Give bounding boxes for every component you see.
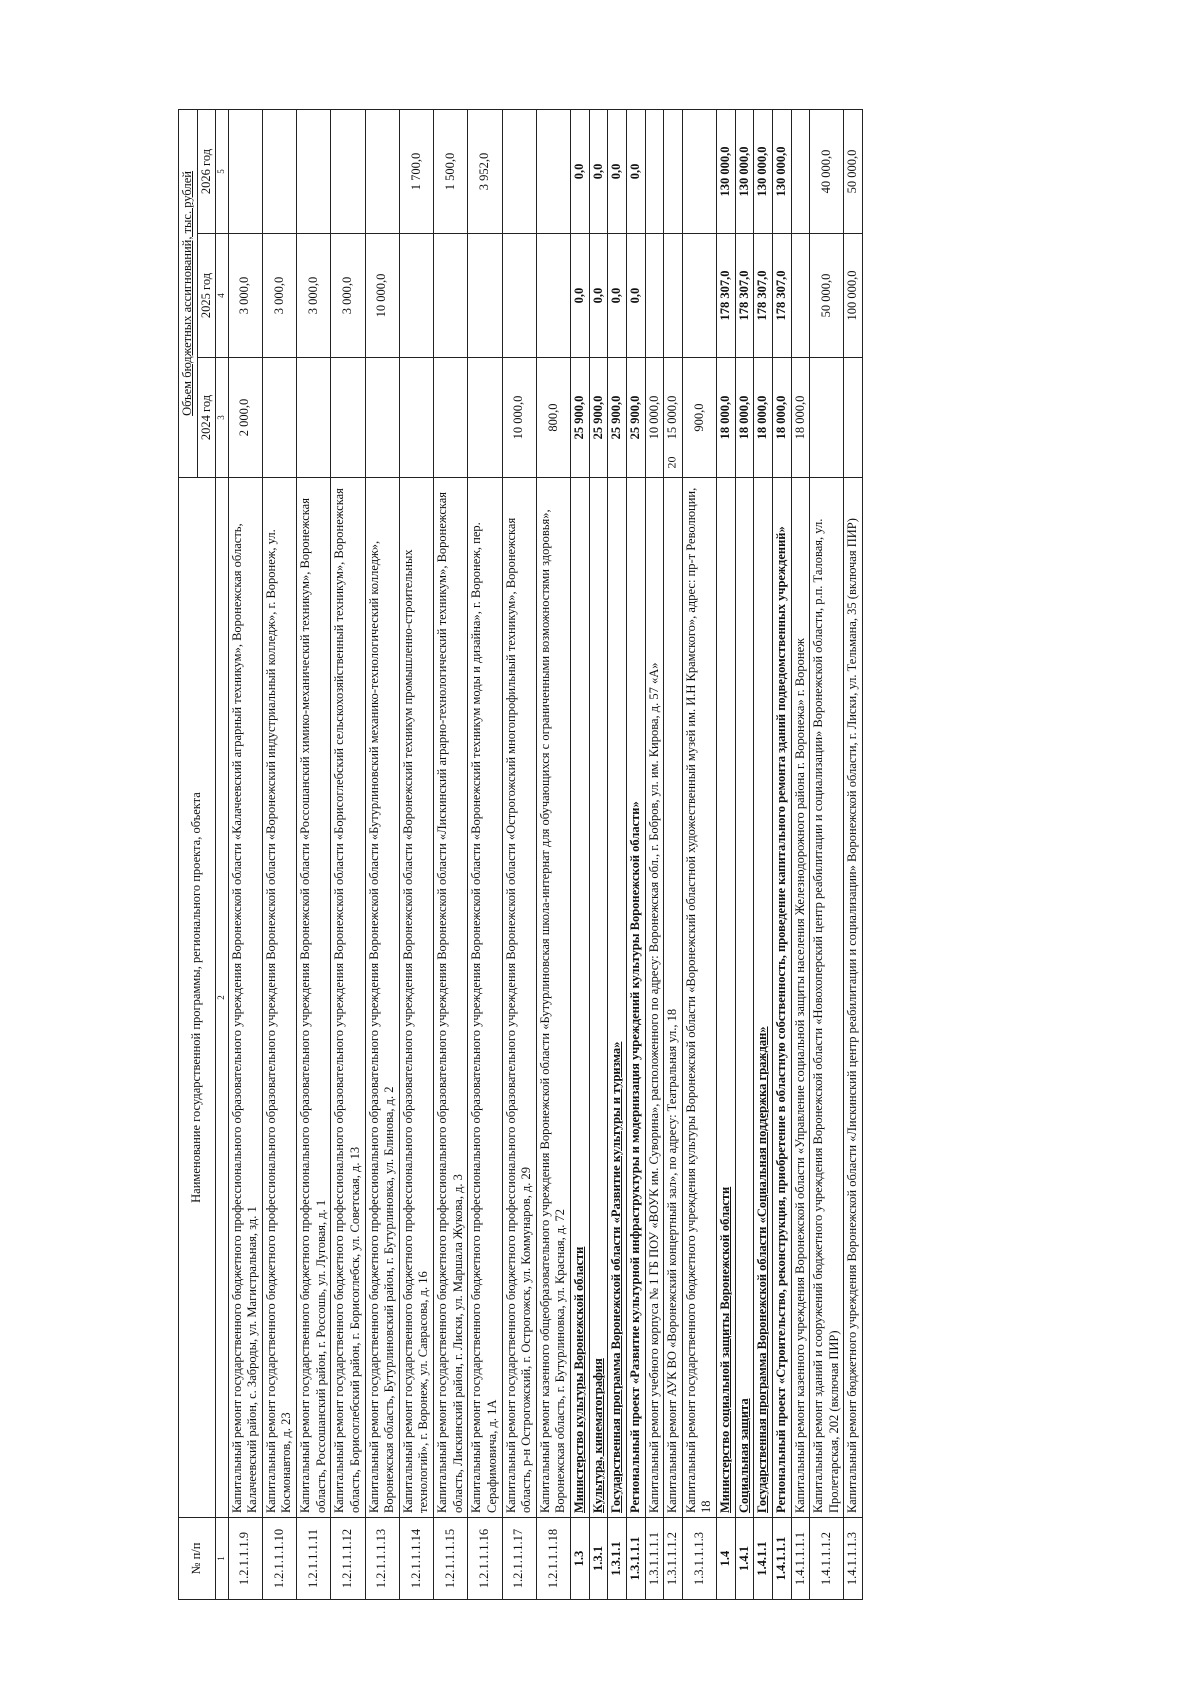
row-number: 1.2.1.1.1.9 bbox=[228, 1518, 262, 1600]
row-number: 1.2.1.1.1.14 bbox=[399, 1518, 433, 1600]
row-number: 1.2.1.1.1.18 bbox=[536, 1518, 570, 1600]
value-2026: 1 700,0 bbox=[399, 109, 433, 233]
value-2025 bbox=[791, 234, 810, 358]
row-name: Капитальный ремонт бюджетного учреждения Воронежской области «Лискинский центр реабилитации и социализации» Воронежской области, г. Лиски, ул. Тельмана, 35 (включая ПИР) bbox=[844, 478, 863, 1518]
row-name: Министерство культуры Воронежской области bbox=[571, 478, 590, 1518]
value-2025: 3 000,0 bbox=[297, 234, 331, 358]
table-row bbox=[365, 109, 399, 1599]
value-2024 bbox=[262, 358, 296, 478]
value-2025 bbox=[645, 234, 664, 358]
table-row bbox=[434, 109, 468, 1599]
row-number: 1.2.1.1.1.10 bbox=[262, 1518, 296, 1600]
value-2026: 1 500,0 bbox=[434, 109, 468, 233]
value-2025: 178 307,0 bbox=[735, 234, 754, 358]
row-number: 1.3.1 bbox=[589, 1518, 608, 1600]
col-number: 3 bbox=[216, 358, 228, 478]
value-2024: 800,0 bbox=[536, 358, 570, 478]
value-2026 bbox=[645, 109, 664, 233]
value-2025: 100 000,0 bbox=[844, 234, 863, 358]
row-name: Государственная программа Воронежской области «Социальная поддержка граждан» bbox=[754, 478, 773, 1518]
value-2024: 18 000,0 bbox=[772, 358, 791, 478]
col-number: 1 bbox=[216, 1518, 228, 1600]
row-number: 1.3.1.1.1.3 bbox=[682, 1518, 716, 1600]
value-2026 bbox=[331, 109, 365, 233]
table-row bbox=[717, 109, 736, 1599]
value-2026 bbox=[262, 109, 296, 233]
value-2026: 130 000,0 bbox=[735, 109, 754, 233]
row-name: Капитальный ремонт учебного корпуса № 1 ГБ ПОУ «ВОУК им. Суворина», расположенного по адресу: Воронежская обл., г. Бобров, ул. им. Кирова, д. 57 «А» bbox=[645, 478, 664, 1518]
row-name: Капитальный ремонт государственного бюджетного профессионального образовательного учреждения Воронежской области «Острогожский многопрофильный техникум», Воронежская область, р-н Острогожский, г. Острогожск, ул. Коммунаров, д. 29 bbox=[502, 478, 536, 1518]
table-row bbox=[772, 109, 791, 1599]
value-2026 bbox=[297, 109, 331, 233]
table-body bbox=[228, 109, 863, 1599]
table-row bbox=[810, 109, 844, 1599]
value-2026 bbox=[664, 109, 683, 233]
value-2025: 0,0 bbox=[589, 234, 608, 358]
header-2024: 2024 год bbox=[197, 358, 216, 478]
row-number: 1.4.1 bbox=[735, 1518, 754, 1600]
table-header bbox=[179, 109, 229, 1599]
value-2026: 3 952,0 bbox=[468, 109, 502, 233]
value-2024 bbox=[297, 358, 331, 478]
header-2026: 2026 год bbox=[197, 109, 216, 233]
row-name: Капитальный ремонт государственного бюджетного учреждения культуры Воронежской области «Воронежский областной художественный музей им. И.Н Крамского», адрес: пр-т Революции, 18 bbox=[682, 478, 716, 1518]
table-row bbox=[468, 109, 502, 1599]
value-2025 bbox=[468, 234, 502, 358]
row-number: 1.4.1.1.1 bbox=[772, 1518, 791, 1600]
value-2024 bbox=[434, 358, 468, 478]
row-name: Капитальный ремонт государственного бюджетного профессионального образовательного учреждения Воронежской области «Борисоглебский сельскохозяйственный техникум», Воронежская область, Борисоглебский район, г. Борисоглебск, ул. Советская, д. 13 bbox=[331, 478, 365, 1518]
value-2026 bbox=[502, 109, 536, 233]
row-number: 1.2.1.1.1.12 bbox=[331, 1518, 365, 1600]
value-2026: 0,0 bbox=[626, 109, 645, 233]
row-name: Региональный проект «Развитие культурной инфраструктуры и модернизация учреждений культуры Воронежской области» bbox=[626, 478, 645, 1518]
table-row bbox=[536, 109, 570, 1599]
value-2025: 3 000,0 bbox=[262, 234, 296, 358]
row-name: Министерство социальной защиты Воронежской области bbox=[717, 478, 736, 1518]
value-2024: 900,0 bbox=[682, 358, 716, 478]
value-2025: 10 000,0 bbox=[365, 234, 399, 358]
row-number: 1.4.1.1.1.1 bbox=[791, 1518, 810, 1600]
row-name: Капитальный ремонт государственного бюджетного профессионального образовательного учреждения Воронежской области «Калачеевский аграрный техникум», Воронежская область, Калачеевский район, с. Заброды, ул. Магистральная, зд. 1 bbox=[228, 478, 262, 1518]
value-2026: 0,0 bbox=[608, 109, 627, 233]
row-name: Социальная защита bbox=[735, 478, 754, 1518]
table-row bbox=[589, 109, 608, 1599]
header-name: Наименование государственной программы, регионального проекта, объекта bbox=[179, 478, 216, 1518]
row-number: 1.2.1.1.1.13 bbox=[365, 1518, 399, 1600]
value-2024: 10 000,0 bbox=[645, 358, 664, 478]
row-number: 1.2.1.1.1.16 bbox=[468, 1518, 502, 1600]
table-row bbox=[791, 109, 810, 1599]
row-number: 1.3 bbox=[571, 1518, 590, 1600]
value-2024: 18 000,0 bbox=[791, 358, 810, 478]
row-number: 1.4.1.1.1.2 bbox=[810, 1518, 844, 1600]
row-name: Капитальный ремонт зданий и сооружений бюджетного учреждения Воронежской области «Новохоперский центр реабилитации и социализации» Воронежской области, р.п. Таловая, ул. Пролетарская, 202 (включая ПИР) bbox=[810, 478, 844, 1518]
table-row bbox=[262, 109, 296, 1599]
row-name: Региональный проект «Строительство, реконструкция, приобретение в областную собственность, проведение капитального ремонта зданий подведомственных учреждений» bbox=[772, 478, 791, 1518]
table-row bbox=[664, 109, 683, 1599]
row-name: Капитальный ремонт государственного бюджетного профессионального образовательного учреждения Воронежской области «Россошанский химико-механический техникум», Воронежская область, Россошанский район, г. Россошь, ул. Луговая, д. 1 bbox=[297, 478, 331, 1518]
value-2024: 2 000,0 bbox=[228, 358, 262, 478]
row-name: Капитальный ремонт государственного бюджетного профессионального образовательного учреждения Воронежской области «Бутурлиновский механико-технологический колледж», Воронежская область, Бутурлиновский район, г. Бутурлиновка, ул. Блинова, д. 2 bbox=[365, 478, 399, 1518]
header-2025: 2025 год bbox=[197, 234, 216, 358]
value-2026: 130 000,0 bbox=[754, 109, 773, 233]
value-2024: 18 000,0 bbox=[717, 358, 736, 478]
header-volume: Объем бюджетных ассигнований, тыс. рублей bbox=[179, 109, 198, 477]
value-2026: 40 000,0 bbox=[810, 109, 844, 233]
table-row bbox=[754, 109, 773, 1599]
row-number: 1.2.1.1.1.15 bbox=[434, 1518, 468, 1600]
col-number: 4 bbox=[216, 234, 228, 358]
row-name: Капитальный ремонт государственного бюджетного профессионального образовательного учреждения Воронежской области «Воронежский техникум моды и дизайна», г. Воронеж, пер. Серафимовича, д. 1А bbox=[468, 478, 502, 1518]
value-2026: 0,0 bbox=[589, 109, 608, 233]
value-2025: 178 307,0 bbox=[754, 234, 773, 358]
value-2026: 0,0 bbox=[571, 109, 590, 233]
value-2024 bbox=[844, 358, 863, 478]
value-2026: 130 000,0 bbox=[772, 109, 791, 233]
col-number: 5 bbox=[216, 109, 228, 233]
row-number: 1.3.1.1.1 bbox=[626, 1518, 645, 1600]
value-2024 bbox=[810, 358, 844, 478]
row-name: Капитальный ремонт государственного бюджетного профессионального образовательного учреждения Воронежской области «Воронежский индустриальный колледж», г. Воронеж, ул. Космонавтов, д. 23 bbox=[262, 478, 296, 1518]
row-number: 1.2.1.1.1.11 bbox=[297, 1518, 331, 1600]
value-2025: 0,0 bbox=[571, 234, 590, 358]
value-2025: 3 000,0 bbox=[228, 234, 262, 358]
value-2024: 25 900,0 bbox=[608, 358, 627, 478]
header-num: № п/п bbox=[179, 1518, 216, 1600]
value-2024: 10 000,0 bbox=[502, 358, 536, 478]
table-row bbox=[571, 109, 590, 1599]
row-name: Капитальный ремонт казенного учреждения Воронежской области «Управление социальной защиты населения Железнодорожного района г. Воронежа» г. Воронеж bbox=[791, 478, 810, 1518]
row-name: Капитальный ремонт АУК ВО «Воронежский концертный зал», по адресу: Театральная ул., 18 bbox=[664, 478, 683, 1518]
row-name: Культура, кинематография bbox=[589, 478, 608, 1518]
value-2024: 18 000,0 bbox=[735, 358, 754, 478]
table-row bbox=[844, 109, 863, 1599]
table-row bbox=[399, 109, 433, 1599]
value-2024 bbox=[365, 358, 399, 478]
row-name: Капитальный ремонт государственного бюджетного профессионального образовательного учреждения Воронежской области «Лискинский аграрно-технологический техникум», Воронежская область, Лискинский район, г. Лиски, ул. Маршала Жукова, д. 3 bbox=[434, 478, 468, 1518]
value-2026 bbox=[536, 109, 570, 233]
value-2024 bbox=[331, 358, 365, 478]
value-2026 bbox=[228, 109, 262, 233]
table-row bbox=[608, 109, 627, 1599]
value-2025 bbox=[502, 234, 536, 358]
value-2025 bbox=[399, 234, 433, 358]
row-number: 1.4.1.1 bbox=[754, 1518, 773, 1600]
table-row bbox=[297, 109, 331, 1599]
value-2024 bbox=[399, 358, 433, 478]
value-2025 bbox=[434, 234, 468, 358]
value-2024: 18 000,0 bbox=[754, 358, 773, 478]
table-row bbox=[228, 109, 262, 1599]
value-2026: 50 000,0 bbox=[844, 109, 863, 233]
page-number: 20 bbox=[664, 456, 679, 469]
value-2026 bbox=[682, 109, 716, 233]
value-2024: 25 900,0 bbox=[626, 358, 645, 478]
value-2026: 130 000,0 bbox=[717, 109, 736, 233]
value-2024: 25 900,0 bbox=[589, 358, 608, 478]
row-name: Государственная программа Воронежской области «Развитие культуры и туризма» bbox=[608, 478, 627, 1518]
rotated-page bbox=[160, 110, 1060, 1600]
value-2025 bbox=[664, 234, 683, 358]
budget-table bbox=[178, 109, 863, 1600]
value-2026 bbox=[791, 109, 810, 233]
value-2025: 0,0 bbox=[626, 234, 645, 358]
value-2025: 178 307,0 bbox=[717, 234, 736, 358]
value-2024 bbox=[468, 358, 502, 478]
row-name: Капитальный ремонт казенного общеобразовательного учреждения Воронежской области «Бутурлиновская школа-интернат для обучающихся с ограниченными возможностями здоровья», Воронежская область, г. Бутурлиновка, ул. Красная, д. 72 bbox=[536, 478, 570, 1518]
row-number: 1.2.1.1.1.17 bbox=[502, 1518, 536, 1600]
row-name: Капитальный ремонт государственного бюджетного профессионального образовательного учреждения Воронежской области «Воронежский техникум промышленно-строительных технологий», г. Воронеж, ул. Саврасова, д. 16 bbox=[399, 478, 433, 1518]
table-row bbox=[682, 109, 716, 1599]
table-row bbox=[626, 109, 645, 1599]
value-2025 bbox=[536, 234, 570, 358]
value-2024: 25 900,0 bbox=[571, 358, 590, 478]
value-2025: 50 000,0 bbox=[810, 234, 844, 358]
value-2025 bbox=[682, 234, 716, 358]
row-number: 1.3.1.1 bbox=[608, 1518, 627, 1600]
table-row bbox=[502, 109, 536, 1599]
table-row bbox=[735, 109, 754, 1599]
row-number: 1.4.1.1.1.3 bbox=[844, 1518, 863, 1600]
value-2024: 15 000,0 bbox=[664, 358, 683, 478]
row-number: 1.3.1.1.1.2 bbox=[664, 1518, 683, 1600]
row-number: 1.3.1.1.1.1 bbox=[645, 1518, 664, 1600]
value-2025: 0,0 bbox=[608, 234, 627, 358]
col-number: 2 bbox=[216, 478, 228, 1518]
table-row bbox=[645, 109, 664, 1599]
value-2025: 178 307,0 bbox=[772, 234, 791, 358]
value-2025: 3 000,0 bbox=[331, 234, 365, 358]
table-row bbox=[331, 109, 365, 1599]
value-2026 bbox=[365, 109, 399, 233]
row-number: 1.4 bbox=[717, 1518, 736, 1600]
